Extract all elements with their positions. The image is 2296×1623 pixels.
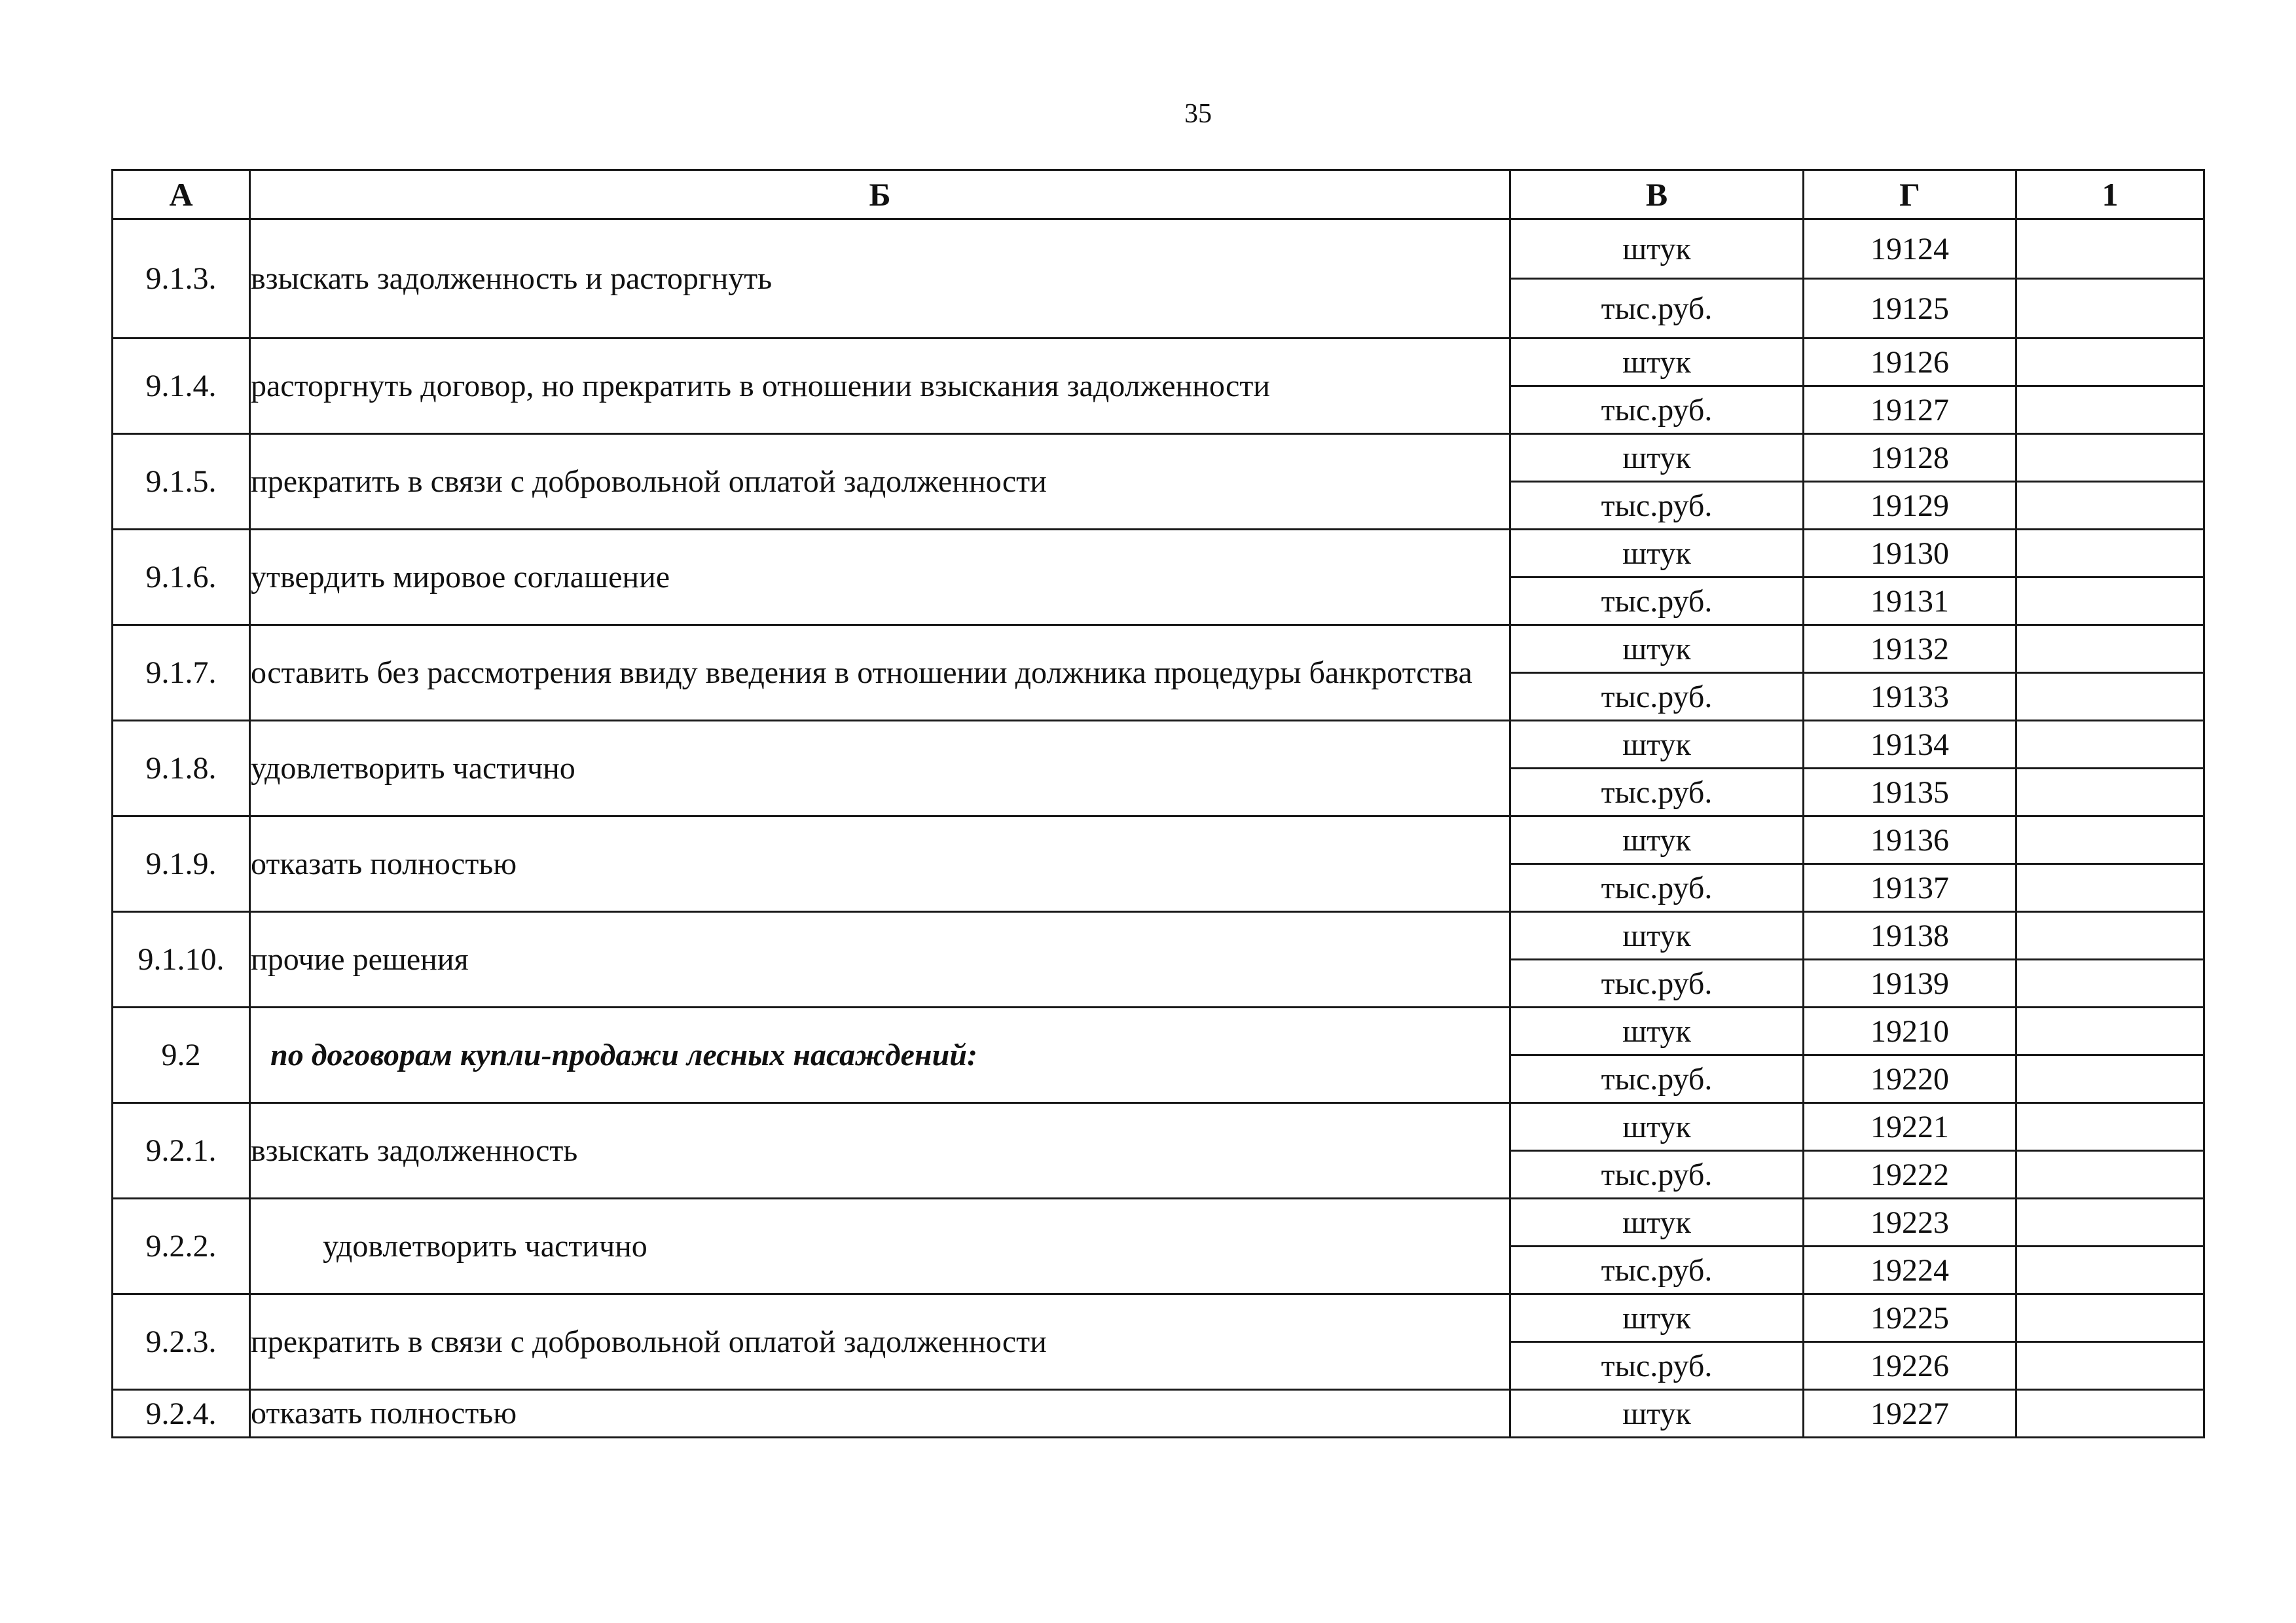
unit-cell: тыс.руб. xyxy=(1510,1247,1804,1294)
row-description: утвердить мировое соглашение xyxy=(250,530,1510,625)
table-row xyxy=(113,1103,2204,1151)
line-code-cell: 19138 xyxy=(1804,912,2016,960)
table-row xyxy=(113,1390,2204,1438)
table-row xyxy=(113,338,2204,386)
value-cell[interactable] xyxy=(2016,960,2204,1008)
unit-cell: штук xyxy=(1510,219,1804,279)
row-code: 9.1.7. xyxy=(113,625,250,721)
row-description: взыскать задолженность xyxy=(250,1103,1510,1199)
page-number: 35 xyxy=(1184,99,1212,129)
form-table xyxy=(111,169,2205,1438)
row-code: 9.1.6. xyxy=(113,530,250,625)
table-row xyxy=(113,530,2204,577)
header-row xyxy=(113,170,2204,219)
unit-cell: тыс.руб. xyxy=(1510,1342,1804,1390)
line-code-cell: 19124 xyxy=(1804,219,2016,279)
row-code: 9.2.3. xyxy=(113,1294,250,1390)
value-cell[interactable] xyxy=(2016,673,2204,721)
unit-cell: штук xyxy=(1510,1008,1804,1055)
line-code-cell: 19210 xyxy=(1804,1008,2016,1055)
line-code-cell: 19135 xyxy=(1804,769,2016,816)
header-col-b: Б xyxy=(250,170,1510,219)
value-cell[interactable] xyxy=(2016,912,2204,960)
line-code-cell: 19222 xyxy=(1804,1151,2016,1199)
table-row xyxy=(113,912,2204,960)
unit-cell: тыс.руб. xyxy=(1510,769,1804,816)
unit-cell: тыс.руб. xyxy=(1510,864,1804,912)
line-code-cell: 19137 xyxy=(1804,864,2016,912)
table-row xyxy=(113,1008,2204,1055)
value-cell[interactable] xyxy=(2016,1199,2204,1247)
line-code-cell: 19139 xyxy=(1804,960,2016,1008)
unit-cell: штук xyxy=(1510,625,1804,673)
value-cell[interactable] xyxy=(2016,338,2204,386)
line-code-cell: 19127 xyxy=(1804,386,2016,434)
row-description: отказать полностью xyxy=(250,1390,1510,1438)
unit-cell: тыс.руб. xyxy=(1510,577,1804,625)
header-col-g: Г xyxy=(1804,170,2016,219)
unit-cell: штук xyxy=(1510,1294,1804,1342)
line-code-cell: 19224 xyxy=(1804,1247,2016,1294)
value-cell[interactable] xyxy=(2016,1390,2204,1438)
row-code: 9.1.9. xyxy=(113,816,250,912)
section-title: по договорам купли-продажи лесных насаждений: xyxy=(250,1008,1510,1103)
unit-cell: тыс.руб. xyxy=(1510,279,1804,338)
line-code-cell: 19226 xyxy=(1804,1342,2016,1390)
table-row xyxy=(113,1199,2204,1247)
unit-cell: штук xyxy=(1510,530,1804,577)
unit-cell: штук xyxy=(1510,912,1804,960)
table-row xyxy=(113,816,2204,864)
unit-cell: штук xyxy=(1510,1103,1804,1151)
table-row xyxy=(113,1294,2204,1342)
table-row xyxy=(113,434,2204,482)
header-col-v: В xyxy=(1510,170,1804,219)
unit-cell: штук xyxy=(1510,1390,1804,1438)
row-description: отказать полностью xyxy=(250,816,1510,912)
value-cell[interactable] xyxy=(2016,530,2204,577)
value-cell[interactable] xyxy=(2016,1294,2204,1342)
unit-cell: штук xyxy=(1510,434,1804,482)
line-code-cell: 19225 xyxy=(1804,1294,2016,1342)
value-cell[interactable] xyxy=(2016,1103,2204,1151)
row-code: 9.1.8. xyxy=(113,721,250,816)
unit-cell: тыс.руб. xyxy=(1510,1055,1804,1103)
row-code: 9.1.10. xyxy=(113,912,250,1008)
line-code-cell: 19221 xyxy=(1804,1103,2016,1151)
row-description: взыскать задолженность и расторгнуть xyxy=(250,219,1510,338)
row-description: прочие решения xyxy=(250,912,1510,1008)
line-code-cell: 19126 xyxy=(1804,338,2016,386)
line-code-cell: 19125 xyxy=(1804,279,2016,338)
unit-cell: тыс.руб. xyxy=(1510,482,1804,530)
line-code-cell: 19134 xyxy=(1804,721,2016,769)
row-code: 9.2 xyxy=(113,1008,250,1103)
table-row xyxy=(113,625,2204,673)
value-cell[interactable] xyxy=(2016,625,2204,673)
line-code-cell: 19220 xyxy=(1804,1055,2016,1103)
row-description: прекратить в связи с добровольной оплатой задолженности xyxy=(250,434,1510,530)
line-code-cell: 19131 xyxy=(1804,577,2016,625)
value-cell[interactable] xyxy=(2016,864,2204,912)
value-cell[interactable] xyxy=(2016,721,2204,769)
value-cell[interactable] xyxy=(2016,577,2204,625)
value-cell[interactable] xyxy=(2016,219,2204,279)
value-cell[interactable] xyxy=(2016,482,2204,530)
line-code-cell: 19132 xyxy=(1804,625,2016,673)
value-cell[interactable] xyxy=(2016,1342,2204,1390)
value-cell[interactable] xyxy=(2016,769,2204,816)
line-code-cell: 19128 xyxy=(1804,434,2016,482)
unit-cell: тыс.руб. xyxy=(1510,960,1804,1008)
line-code-cell: 19129 xyxy=(1804,482,2016,530)
unit-cell: тыс.руб. xyxy=(1510,386,1804,434)
header-col-a: А xyxy=(113,170,250,219)
line-code-cell: 19133 xyxy=(1804,673,2016,721)
row-code: 9.1.3. xyxy=(113,219,250,338)
value-cell[interactable] xyxy=(2016,816,2204,864)
unit-cell: штук xyxy=(1510,338,1804,386)
value-cell[interactable] xyxy=(2016,434,2204,482)
row-code: 9.1.4. xyxy=(113,338,250,434)
unit-cell: тыс.руб. xyxy=(1510,1151,1804,1199)
row-code: 9.2.2. xyxy=(113,1199,250,1294)
value-cell[interactable] xyxy=(2016,386,2204,434)
table-body xyxy=(113,219,2204,1438)
row-description: расторгнуть договор, но прекратить в отношении взыскания задолженности xyxy=(250,338,1510,434)
unit-cell: штук xyxy=(1510,816,1804,864)
row-description: прекратить в связи с добровольной оплатой задолженности xyxy=(250,1294,1510,1390)
value-cell[interactable] xyxy=(2016,1055,2204,1103)
row-description: оставить без рассмотрения ввиду введения в отношении должника процедуры банкротства xyxy=(250,625,1510,721)
line-code-cell: 19227 xyxy=(1804,1390,2016,1438)
value-cell[interactable] xyxy=(2016,1247,2204,1294)
unit-cell: штук xyxy=(1510,721,1804,769)
line-code-cell: 19136 xyxy=(1804,816,2016,864)
row-code: 9.1.5. xyxy=(113,434,250,530)
table-row xyxy=(113,721,2204,769)
row-description: удовлетворить частично xyxy=(250,721,1510,816)
line-code-cell: 19130 xyxy=(1804,530,2016,577)
table-row xyxy=(113,219,2204,279)
line-code-cell: 19223 xyxy=(1804,1199,2016,1247)
unit-cell: тыс.руб. xyxy=(1510,673,1804,721)
value-cell[interactable] xyxy=(2016,1151,2204,1199)
row-description: удовлетворить частично xyxy=(250,1199,1510,1294)
header-col-1: 1 xyxy=(2016,170,2204,219)
value-cell[interactable] xyxy=(2016,1008,2204,1055)
unit-cell: штук xyxy=(1510,1199,1804,1247)
row-code: 9.2.1. xyxy=(113,1103,250,1199)
value-cell[interactable] xyxy=(2016,279,2204,338)
row-code: 9.2.4. xyxy=(113,1390,250,1438)
